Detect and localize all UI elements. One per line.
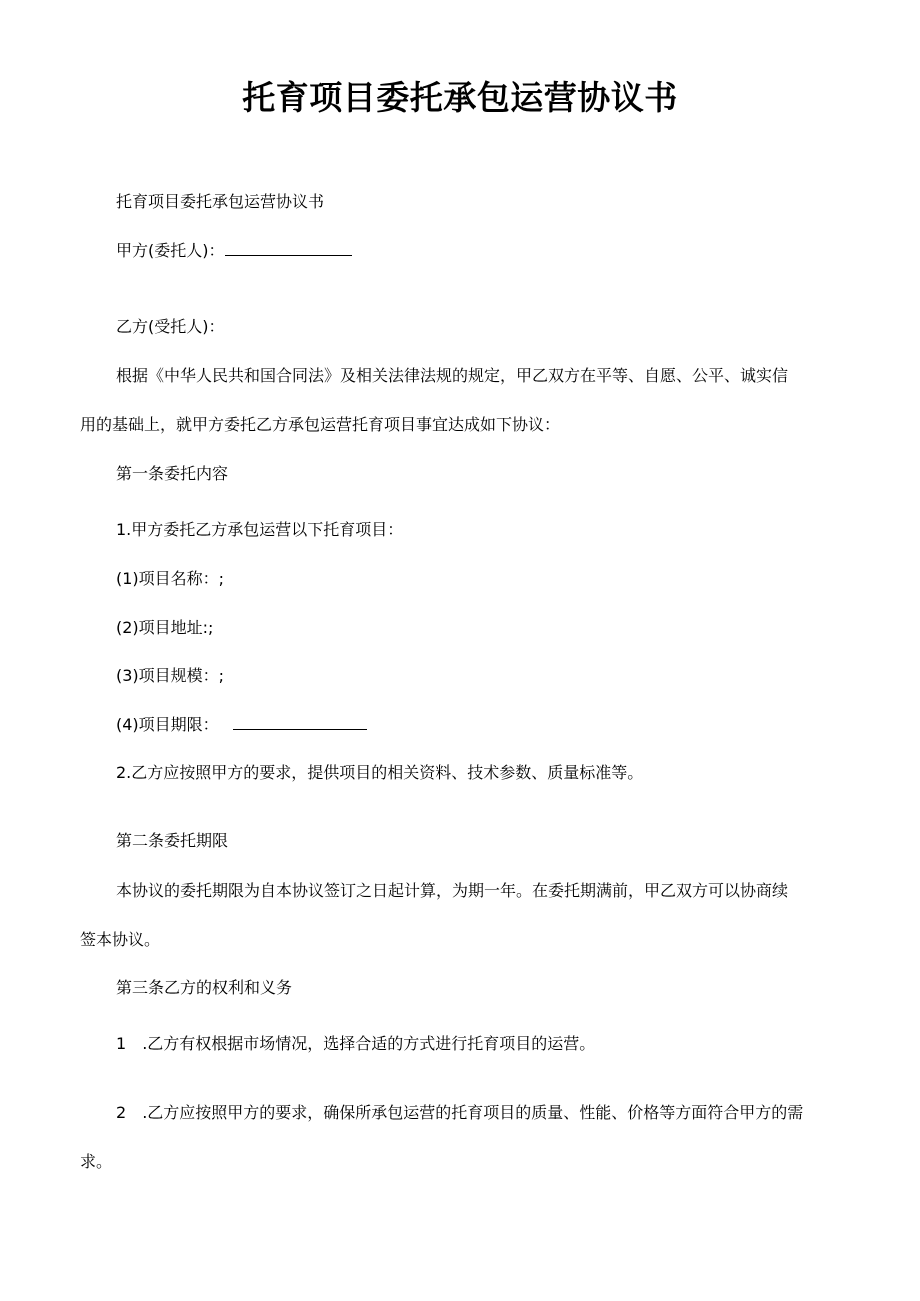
- article-3-item-2-text: .乙方应按照甲方的要求，确保所承包运营的托育项目的质量、性能、价格等方面符合甲方的需: [142, 1103, 804, 1122]
- article-3-item-1-number: 1: [116, 1034, 127, 1053]
- article-1-item-2: 2.乙方应按照甲方的要求，提供项目的相关资料、技术参数、质量标准等。: [116, 763, 644, 782]
- project-term-label: (4)项目期限：: [116, 715, 219, 734]
- project-scale-line: (3)项目规模：;: [116, 666, 225, 685]
- document-title: 托育项目委托承包运营协议书: [242, 78, 678, 117]
- project-term-line: [116, 713, 367, 737]
- party-a-line: [116, 239, 352, 263]
- article-2-body-line-2: 签本协议。: [80, 930, 161, 949]
- preamble-line-2: 用的基础上，就甲方委托乙方承包运营托育项目事宜达成如下协议：: [80, 415, 561, 434]
- article-3-item-2-number: 2: [116, 1103, 127, 1122]
- article-3-item-1: [116, 1032, 595, 1056]
- preamble-line-1: 根据《中华人民共和国合同法》及相关法律法规的规定，甲乙双方在平等、自愿、公平、诚实信: [116, 366, 789, 385]
- party-b-label: 乙方(受托人)：: [116, 317, 225, 336]
- article-3-item-2: [116, 1101, 803, 1125]
- article-3-item-1-text: .乙方有权根据市场情况，选择合适的方式进行托育项目的运营。: [142, 1034, 596, 1053]
- project-address-line: (2)项目地址:;: [116, 618, 214, 637]
- article-3-item-2-line-2: 求。: [80, 1152, 113, 1171]
- project-term-blank: [233, 715, 367, 730]
- party-a-blank: [225, 241, 352, 256]
- article-1-item-1: 1.甲方委托乙方承包运营以下托育项目：: [116, 520, 404, 539]
- document-subtitle: 托育项目委托承包运营协议书: [116, 192, 325, 211]
- article-3-heading: 第三条乙方的权利和义务: [116, 978, 293, 997]
- party-a-label: 甲方(委托人)：: [116, 241, 225, 260]
- project-name-line: (1)项目名称：;: [116, 569, 225, 588]
- article-2-heading: 第二条委托期限: [116, 831, 229, 850]
- article-1-heading: 第一条委托内容: [116, 464, 229, 483]
- article-2-body-line-1: 本协议的委托期限为自本协议签订之日起计算，为期一年。在委托期满前，甲乙双方可以协商续: [116, 881, 789, 900]
